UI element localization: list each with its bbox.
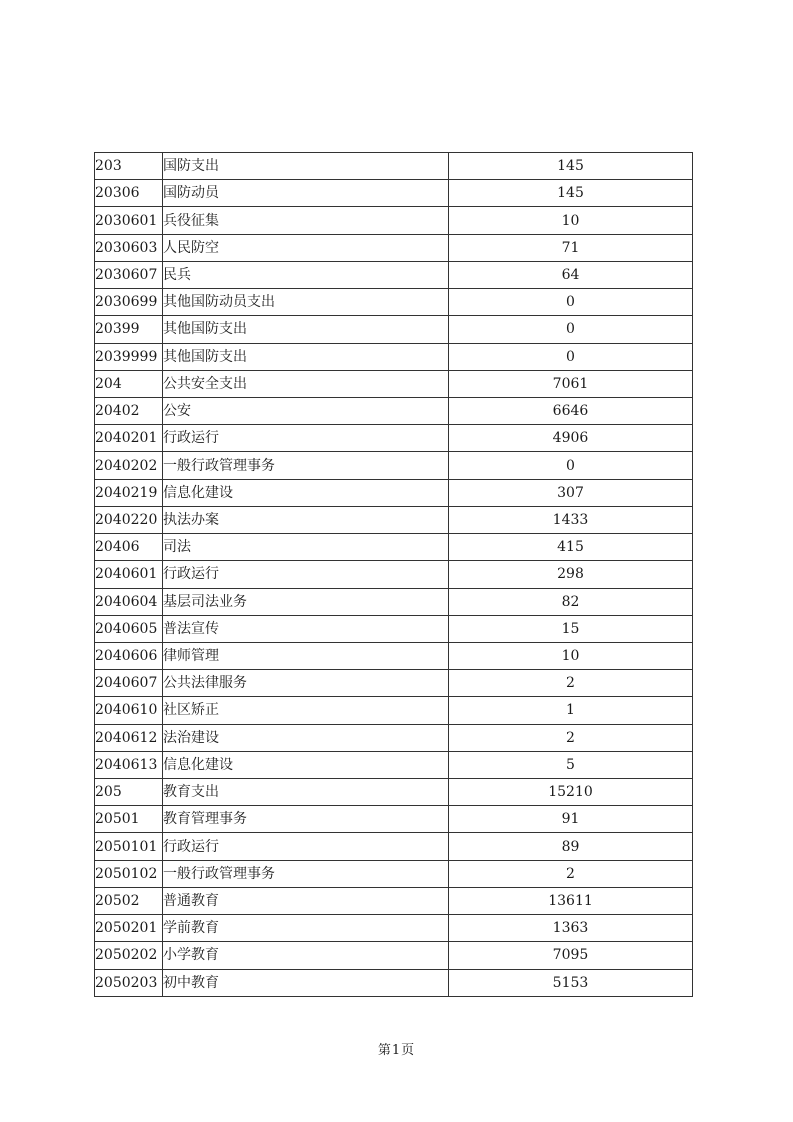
table-row <box>95 506 693 533</box>
code-cell: 2040605 <box>95 615 163 642</box>
code-cell: 20502 <box>95 887 163 914</box>
code-cell: 205 <box>95 779 163 806</box>
value-cell: 5 <box>449 751 693 778</box>
code-cell: 2040607 <box>95 670 163 697</box>
code-cell: 2040612 <box>95 724 163 751</box>
code-cell: 203 <box>95 153 163 180</box>
name-cell: 学前教育 <box>163 915 449 942</box>
value-cell: 1433 <box>449 506 693 533</box>
value-cell: 10 <box>449 207 693 234</box>
value-cell: 91 <box>449 806 693 833</box>
name-cell: 初中教育 <box>163 969 449 996</box>
value-cell: 4906 <box>449 425 693 452</box>
table-row <box>95 969 693 996</box>
code-cell: 2030603 <box>95 234 163 261</box>
table-row <box>95 887 693 914</box>
name-cell: 普法宣传 <box>163 615 449 642</box>
table-row <box>95 833 693 860</box>
name-cell: 其他国防动员支出 <box>163 289 449 316</box>
code-cell: 2050202 <box>95 942 163 969</box>
code-cell: 204 <box>95 370 163 397</box>
value-cell: 0 <box>449 316 693 343</box>
name-cell: 兵役征集 <box>163 207 449 234</box>
table-row <box>95 724 693 751</box>
code-cell: 2050203 <box>95 969 163 996</box>
value-cell: 5153 <box>449 969 693 996</box>
table-row <box>95 860 693 887</box>
name-cell: 公共安全支出 <box>163 370 449 397</box>
code-cell: 2050201 <box>95 915 163 942</box>
code-cell: 20406 <box>95 534 163 561</box>
table-row <box>95 588 693 615</box>
table-row <box>95 915 693 942</box>
name-cell: 一般行政管理事务 <box>163 452 449 479</box>
table-row <box>95 180 693 207</box>
name-cell: 其他国防支出 <box>163 343 449 370</box>
page-number-footer: 第1页 <box>377 1043 416 1058</box>
name-cell: 法治建设 <box>163 724 449 751</box>
table-row <box>95 697 693 724</box>
name-cell: 公共法律服务 <box>163 670 449 697</box>
name-cell: 小学教育 <box>163 942 449 969</box>
value-cell: 6646 <box>449 397 693 424</box>
value-cell: 1 <box>449 697 693 724</box>
value-cell: 2 <box>449 670 693 697</box>
name-cell: 社区矫正 <box>163 697 449 724</box>
name-cell: 其他国防支出 <box>163 316 449 343</box>
name-cell: 行政运行 <box>163 561 449 588</box>
value-cell: 7095 <box>449 942 693 969</box>
name-cell: 教育管理事务 <box>163 806 449 833</box>
code-cell: 2040606 <box>95 642 163 669</box>
name-cell: 律师管理 <box>163 642 449 669</box>
name-cell: 人民防空 <box>163 234 449 261</box>
value-cell: 7061 <box>449 370 693 397</box>
value-cell: 307 <box>449 479 693 506</box>
table-row <box>95 534 693 561</box>
code-cell: 2040601 <box>95 561 163 588</box>
value-cell: 0 <box>449 289 693 316</box>
code-cell: 2040613 <box>95 751 163 778</box>
code-cell: 20402 <box>95 397 163 424</box>
name-cell: 行政运行 <box>163 833 449 860</box>
table-row <box>95 261 693 288</box>
name-cell: 民兵 <box>163 261 449 288</box>
value-cell: 64 <box>449 261 693 288</box>
budget-table-body <box>95 153 693 997</box>
name-cell: 国防支出 <box>163 153 449 180</box>
value-cell: 0 <box>449 343 693 370</box>
code-cell: 20501 <box>95 806 163 833</box>
table-row <box>95 452 693 479</box>
code-cell: 2040610 <box>95 697 163 724</box>
value-cell: 13611 <box>449 887 693 914</box>
value-cell: 82 <box>449 588 693 615</box>
value-cell: 1363 <box>449 915 693 942</box>
table-row <box>95 670 693 697</box>
name-cell: 国防动员 <box>163 180 449 207</box>
value-cell: 0 <box>449 452 693 479</box>
value-cell: 89 <box>449 833 693 860</box>
code-cell: 2040201 <box>95 425 163 452</box>
name-cell: 普通教育 <box>163 887 449 914</box>
name-cell: 公安 <box>163 397 449 424</box>
code-cell: 2050101 <box>95 833 163 860</box>
value-cell: 15 <box>449 615 693 642</box>
name-cell: 信息化建设 <box>163 479 449 506</box>
code-cell: 2030607 <box>95 261 163 288</box>
name-cell: 基层司法业务 <box>163 588 449 615</box>
table-row <box>95 425 693 452</box>
code-cell: 2040220 <box>95 506 163 533</box>
table-row <box>95 289 693 316</box>
table-row <box>95 615 693 642</box>
table-row <box>95 806 693 833</box>
table-row <box>95 397 693 424</box>
table-row <box>95 234 693 261</box>
budget-table <box>94 152 693 997</box>
value-cell: 2 <box>449 724 693 751</box>
name-cell: 一般行政管理事务 <box>163 860 449 887</box>
value-cell: 145 <box>449 180 693 207</box>
name-cell: 司法 <box>163 534 449 561</box>
value-cell: 2 <box>449 860 693 887</box>
value-cell: 145 <box>449 153 693 180</box>
value-cell: 298 <box>449 561 693 588</box>
name-cell: 行政运行 <box>163 425 449 452</box>
table-row <box>95 153 693 180</box>
value-cell: 71 <box>449 234 693 261</box>
table-row <box>95 479 693 506</box>
code-cell: 2039999 <box>95 343 163 370</box>
table-row <box>95 751 693 778</box>
code-cell: 2030699 <box>95 289 163 316</box>
value-cell: 15210 <box>449 779 693 806</box>
table-row <box>95 779 693 806</box>
table-row <box>95 561 693 588</box>
table-row <box>95 642 693 669</box>
table-row <box>95 942 693 969</box>
code-cell: 2040202 <box>95 452 163 479</box>
name-cell: 执法办案 <box>163 506 449 533</box>
table-row <box>95 316 693 343</box>
code-cell: 2040604 <box>95 588 163 615</box>
code-cell: 2050102 <box>95 860 163 887</box>
code-cell: 2030601 <box>95 207 163 234</box>
code-cell: 20306 <box>95 180 163 207</box>
value-cell: 415 <box>449 534 693 561</box>
table-row <box>95 370 693 397</box>
code-cell: 20399 <box>95 316 163 343</box>
table-row <box>95 343 693 370</box>
name-cell: 信息化建设 <box>163 751 449 778</box>
value-cell: 10 <box>449 642 693 669</box>
name-cell: 教育支出 <box>163 779 449 806</box>
table-row <box>95 207 693 234</box>
code-cell: 2040219 <box>95 479 163 506</box>
